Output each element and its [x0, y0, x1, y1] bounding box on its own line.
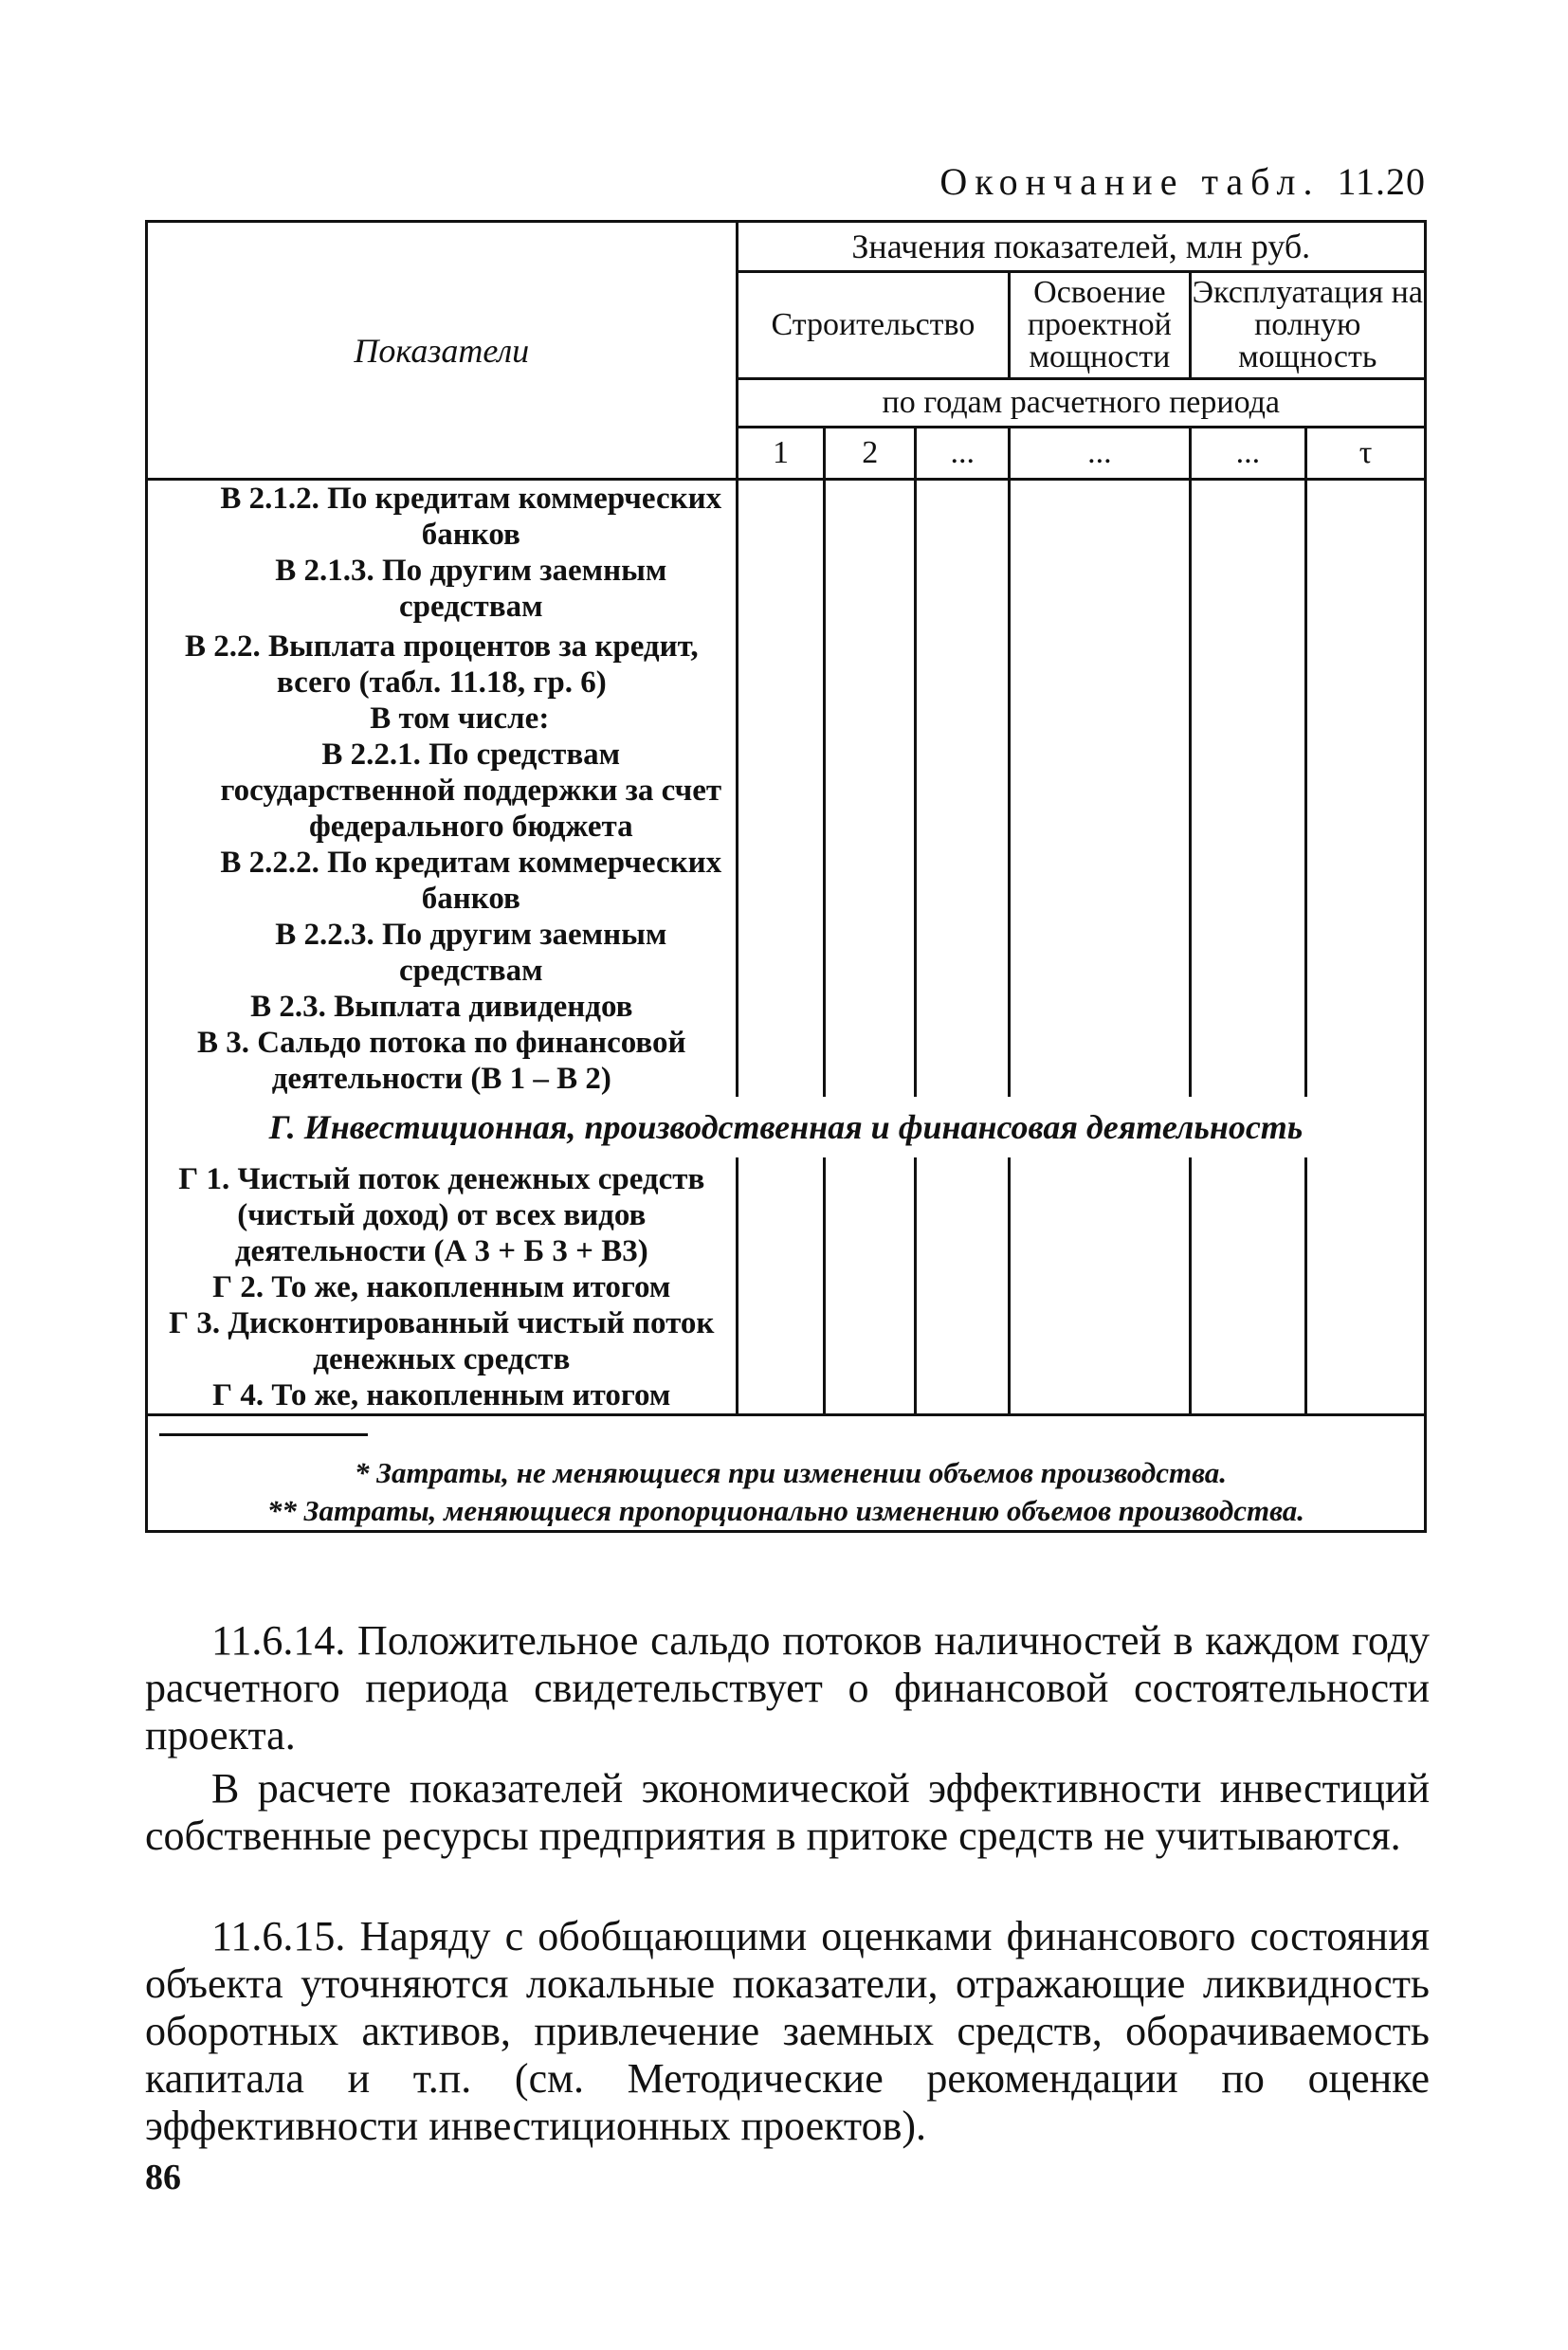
header-col-5: ... — [1190, 428, 1306, 480]
header-col-2: 2 — [825, 428, 916, 480]
value-cell — [1010, 480, 1190, 1098]
header-mastering: Освоение проектной мощности — [1010, 272, 1190, 379]
table-caption — [939, 159, 1426, 204]
value-cell — [1306, 480, 1426, 1098]
header-years: по годам расчетного периода — [737, 379, 1425, 428]
value-cell — [916, 480, 1010, 1098]
value-cell — [825, 1157, 916, 1415]
section-g-title: Г. Инвестиционная, производственная и финансовая деятельность — [147, 1097, 1426, 1157]
row-label: В 2.1.2. По кредитам коммерческих банков — [220, 482, 722, 552]
row-label: В том числе: — [370, 701, 550, 736]
paragraph-2-text: В расчете показателей экономической эффективности инвестиций собственные ресурсы предприятия в притоке средств не учитываются. — [145, 1765, 1430, 1859]
row-label: Г 4. То же, накопленным итогом — [212, 1378, 671, 1412]
value-cell — [1190, 480, 1306, 1098]
header-construction: Строительство — [737, 272, 1010, 379]
footnote-row — [147, 1415, 1426, 1532]
row-label: Г 2. То же, накопленным итогом — [212, 1270, 671, 1304]
row-label: В 2.2.3. По другим заемным средствам — [275, 918, 667, 988]
header-values: Значения показателей, млн руб. — [737, 222, 1425, 272]
paragraph-3 — [145, 1913, 1430, 2150]
indicators-table — [145, 220, 1427, 1533]
row-label: В 2.2.1. По средствам государственной поддержки за счет федерального бюджета — [220, 738, 722, 844]
value-cell — [1190, 1157, 1306, 1415]
footnote-1: * Затраты, не меняющиеся при изменении объемов производства. — [355, 1456, 1227, 1489]
header-col-4: ... — [1010, 428, 1190, 480]
page-number: 86 — [145, 2158, 181, 2197]
row-label: В 2.1.3. По другим заемным средствам — [275, 554, 667, 624]
value-cell — [737, 1157, 825, 1415]
header-col-3: ... — [916, 428, 1010, 480]
footnote-2: ** Затраты, меняющиеся пропорционально изменению объемов производства. — [266, 1494, 1305, 1527]
paragraph-3-text: 11.6.15. Наряду с обобщающими оценками финансового состояния объекта уточняются локальные показатели, отражающие ликвидность оборотных активов, привлечение заемных средств, оборачиваемость капитала и т.п. (см. Методические рекомендации по оценке эффективности инвестиционных проектов). — [145, 1913, 1430, 2149]
section-row — [147, 1097, 1426, 1157]
row-label: Г 3. Дисконтированный чистый поток денежных средств — [169, 1306, 715, 1376]
row-label: В 2.2.2. По кредитам коммерческих банков — [220, 846, 722, 916]
table-caption-prefix: Окончание табл. — [939, 160, 1321, 203]
row-label: В 3. Сальдо потока по финансовой деятельности (В 1 – В 2) — [197, 1026, 686, 1096]
paragraph-1-text: 11.6.14. Положительное сальдо потоков наличностей в каждом году расчетного периода свидетельствует о финансовой состоятельности проекта. — [145, 1617, 1430, 1758]
value-cell — [825, 480, 916, 1098]
rows-g-cell — [147, 1157, 738, 1415]
header-col-tau: τ — [1306, 428, 1426, 480]
value-cell — [737, 480, 825, 1098]
paragraph-1 — [145, 1617, 1430, 1759]
header-operation: Эксплуатация на полную мощность — [1190, 272, 1426, 379]
header-indicators: Показатели — [147, 222, 738, 480]
footnotes — [147, 1415, 1426, 1532]
value-cell — [1010, 1157, 1190, 1415]
row-label: В 2.2. Выплата процентов за кредит, всего (табл. 11.18, гр. 6) — [184, 629, 699, 700]
footnote-rule — [159, 1433, 368, 1436]
row-label: Г 1. Чистый поток денежных средств (чистый доход) от всех видов деятельности (А 3 + Б 3 + В3) — [178, 1162, 705, 1268]
paragraph-2 — [145, 1765, 1430, 1860]
header-col-1: 1 — [737, 428, 825, 480]
rows-b-cell — [147, 480, 738, 1098]
table-row — [147, 480, 1426, 1098]
value-cell — [1306, 1157, 1426, 1415]
row-label: В 2.3. Выплата дивидендов — [250, 990, 633, 1024]
table-row — [147, 1157, 1426, 1415]
table-caption-number: 11.20 — [1337, 160, 1426, 203]
value-cell — [916, 1157, 1010, 1415]
